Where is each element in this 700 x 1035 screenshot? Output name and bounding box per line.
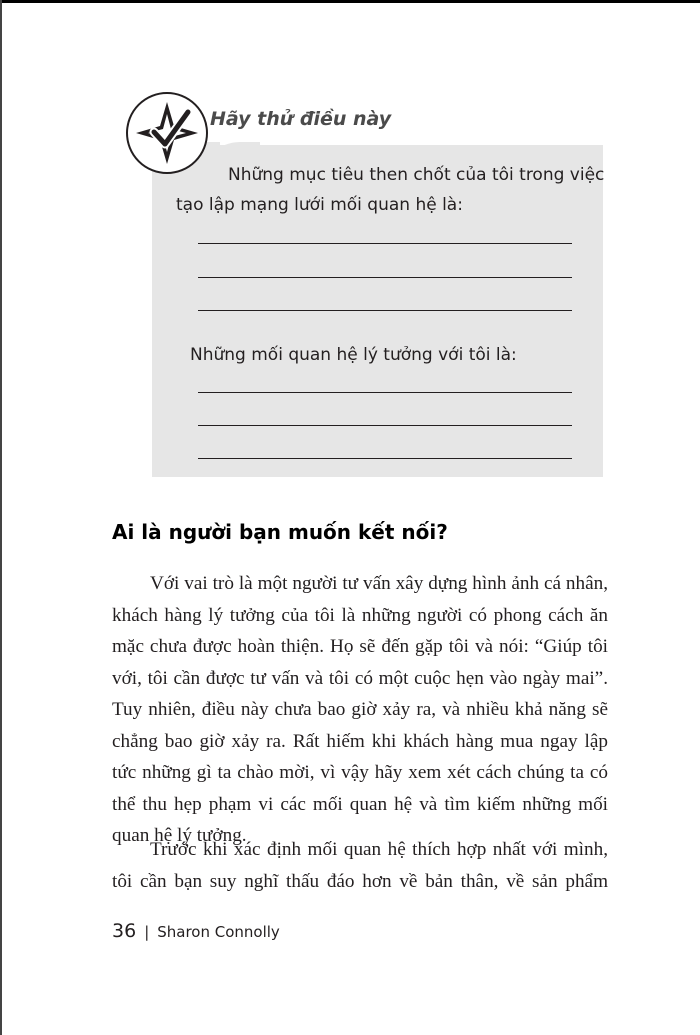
page-footer (112, 920, 280, 942)
author-name: Sharon Connolly (157, 923, 280, 941)
page-number: 36 (112, 920, 137, 942)
body-paragraph-2 (112, 834, 608, 897)
exercise-prompt-relationships: Những mối quan hệ lý tưởng với tôi là: (190, 345, 517, 365)
answer-line (198, 310, 572, 311)
text-line: tức những gì ta chào mời, vì vậy hãy xem xét cách chúng ta có (112, 762, 608, 783)
text-line: Tuy nhiên, điều này chưa bao giờ xảy ra, và nhiều khả năng sẽ (112, 699, 608, 720)
text-line: mặc chưa được hoàn thiện. Họ sẽ đến gặp tôi và nói: “Giúp tôi (112, 636, 608, 657)
answer-line (198, 243, 572, 244)
checkmark-star-icon (126, 92, 208, 174)
answer-line (198, 425, 572, 426)
text-line: quan hệ lý tưởng. (112, 825, 247, 846)
text-line: thể thu hẹp phạm vi các mối quan hệ và tìm kiếm những mối (112, 793, 608, 815)
exercise-title: Hãy thử điều này (210, 108, 392, 130)
section-heading: Ai là người bạn muốn kết nối? (112, 520, 448, 544)
text-line: Trước khi xác định mối quan hệ thích hợp nhất với mình, (150, 839, 608, 860)
text-line: với, tôi cần được tư vấn và tôi có một cuộc hẹn vào ngày mai”. (112, 667, 608, 689)
body-paragraph-1 (112, 568, 608, 852)
answer-line (198, 277, 572, 278)
text-line: tôi cần bạn suy nghĩ thấu đáo hơn về bản thân, về sản phẩm (112, 870, 608, 892)
text-line: khách hàng lý tưởng của tôi là những người có phong cách ăn (112, 604, 608, 626)
footer-separator: | (144, 923, 150, 941)
answer-line (198, 392, 572, 393)
answer-line (198, 458, 572, 459)
text-line: Với vai trò là một người tư vấn xây dựng hình ảnh cá nhân, (150, 573, 608, 594)
exercise-prompt-goals-line1: Những mục tiêu then chốt của tôi trong việc (228, 165, 605, 185)
exercise-prompt-goals-line2: tạo lập mạng lưới mối quan hệ là: (176, 195, 463, 215)
page-edge-top (0, 0, 700, 3)
page-edge-left (0, 0, 2, 1035)
text-line: chẳng bao giờ xảy ra. Rất hiếm khi khách hàng mua ngay lập (112, 730, 608, 752)
